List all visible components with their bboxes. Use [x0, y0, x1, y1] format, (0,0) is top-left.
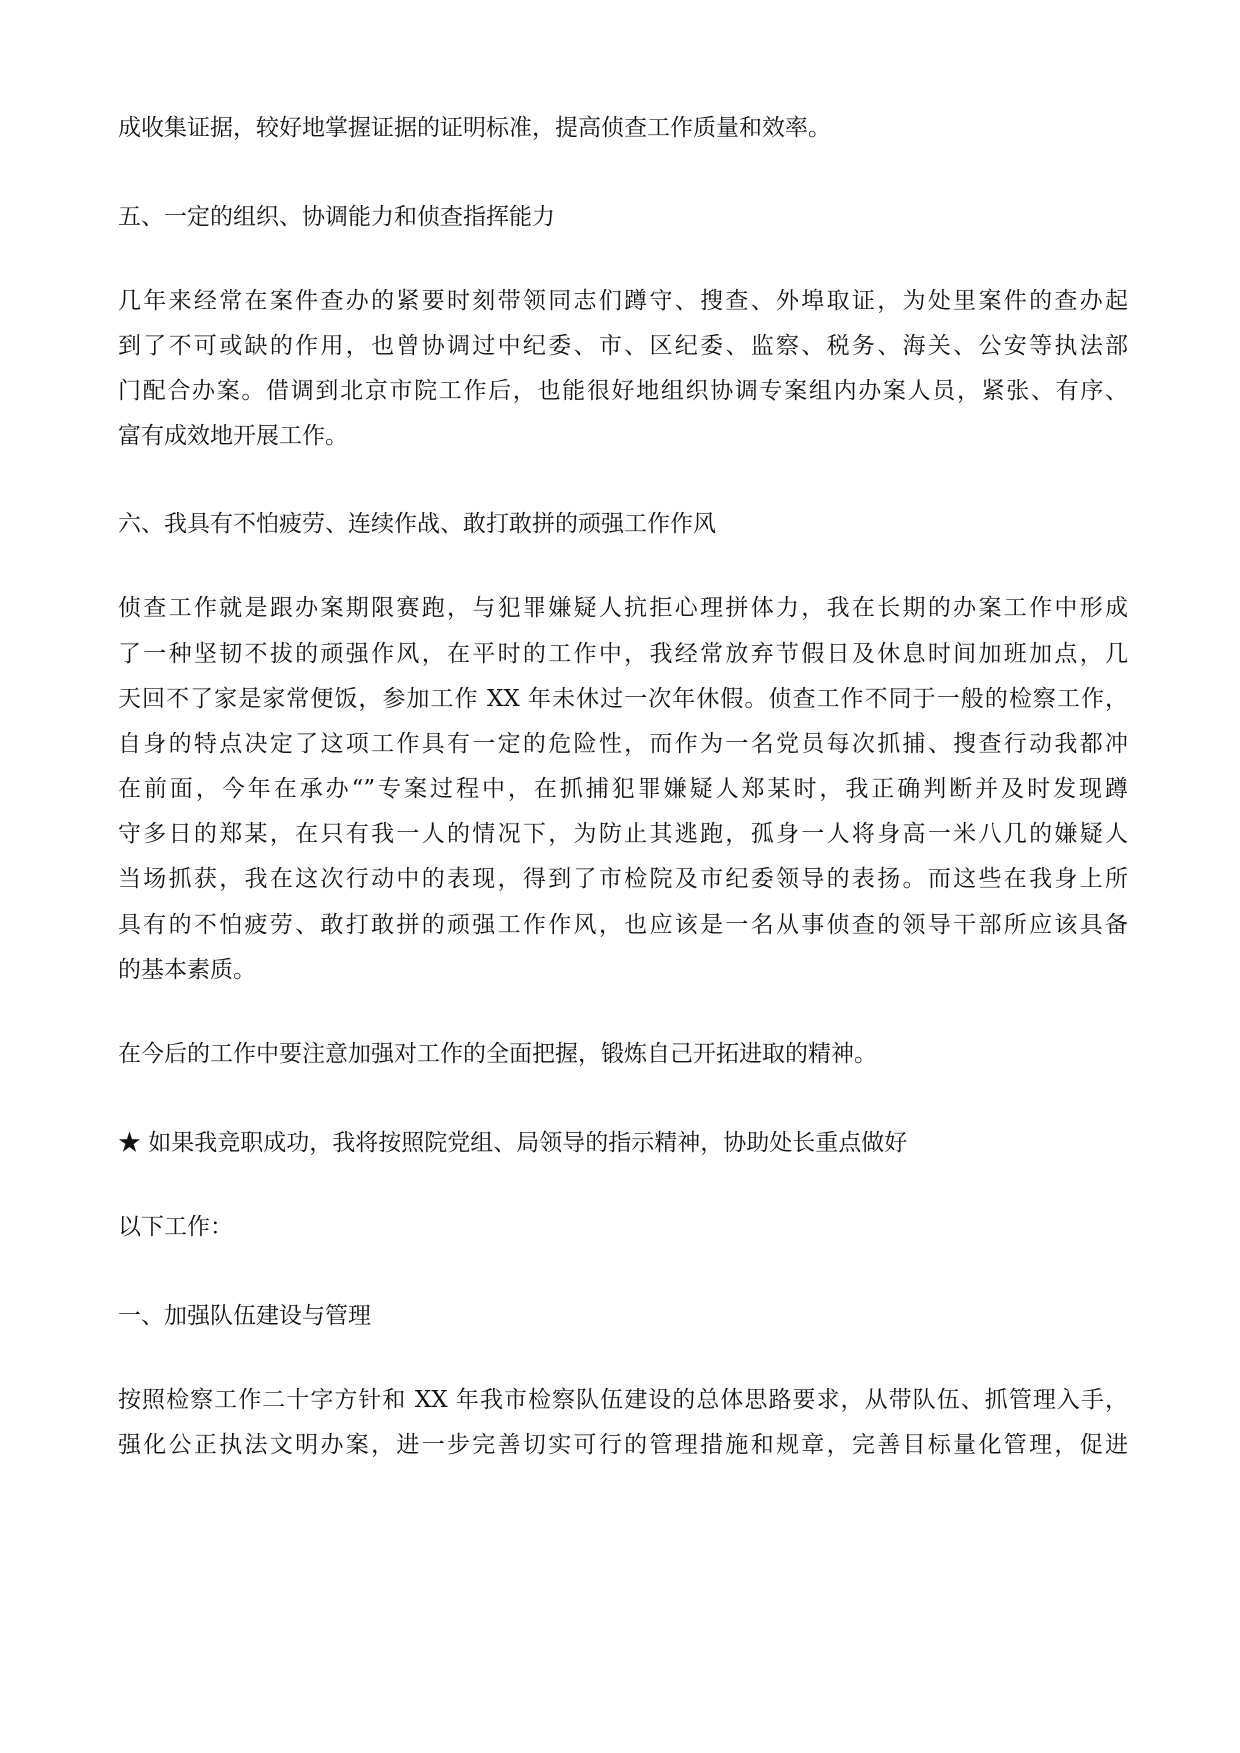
text-line: 以下工作：: [118, 1214, 233, 1240]
text-line: 门配合办案。借调到北京市院工作后，也能很好地组织协调专案组内办案人员，紧张、有序、: [118, 378, 1128, 404]
text-line: 到了不可或缺的作用，也曾协调过中纪委、市、区纪委、监察、税务、海关、公安等执法部: [118, 333, 1128, 359]
text-line: 了一种坚韧不拔的顽强作风，在平时的工作中，我经常放弃节假日及休息时间加班加点，几: [118, 641, 1128, 667]
text-line: 具有的不怕疲劳、敢打敢拼的顽强工作作风，也应该是一名从事侦查的领导干部所应该具备: [118, 912, 1128, 938]
text-line: 富有成效地开展工作。: [118, 423, 348, 449]
text-line: 在前面，今年在承办“”专案过程中，在抓捕犯罪嫌疑人郑某时，我正确判断并及时发现蹲: [118, 776, 1128, 802]
text-line: 守多日的郑某，在只有我一人的情况下，为防止其逃跑，孤身一人将身高一米八几的嫌疑人: [118, 821, 1128, 847]
text-line: 的基本素质。: [118, 957, 256, 983]
text-line: 在今后的工作中要注意加强对工作的全面把握，锻炼自己开拓进取的精神。: [118, 1041, 877, 1067]
text-line: 自身的特点决定了这项工作具有一定的危险性，而作为一名党员每次抓捕、搜查行动我都冲: [118, 731, 1128, 757]
text-line: 按照检察工作二十字方针和 XX 年我市检察队伍建设的总体思路要求，从带队伍、抓管理入手，: [118, 1387, 1128, 1413]
document-page: [118, 0, 1128, 1753]
text-line: 侦查工作就是跟办案期限赛跑，与犯罪嫌疑人抗拒心理拼体力，我在长期的办案工作中形成: [118, 595, 1128, 621]
text-line: 天回不了家是家常便饭，参加工作 XX 年未休过一次年休假。侦查工作不同于一般的检察工作，: [118, 686, 1128, 712]
text-line: 当场抓获，我在这次行动中的表现，得到了市检院及市纪委领导的表扬。而这些在我身上所: [118, 866, 1128, 892]
section-heading: 六、我具有不怕疲劳、连续作战、敢打敢拼的顽强工作作风: [118, 511, 716, 537]
starred-text-line: ★ 如果我竞职成功，我将按照院党组、局领导的指示精神，协助处长重点做好: [118, 1130, 908, 1156]
text-line: 强化公正执法文明办案，进一步完善切实可行的管理措施和规章，完善目标量化管理，促进: [118, 1432, 1128, 1458]
section-heading: 五、一定的组织、协调能力和侦查指挥能力: [118, 204, 555, 230]
text-line: 成收集证据，较好地掌握证据的证明标准，提高侦查工作质量和效率。: [118, 115, 831, 141]
text-line: 几年来经常在案件查办的紧要时刻带领同志们蹲守、搜查、外埠取证，为处里案件的查办起: [118, 288, 1128, 314]
section-heading: 一、加强队伍建设与管理: [118, 1303, 371, 1329]
